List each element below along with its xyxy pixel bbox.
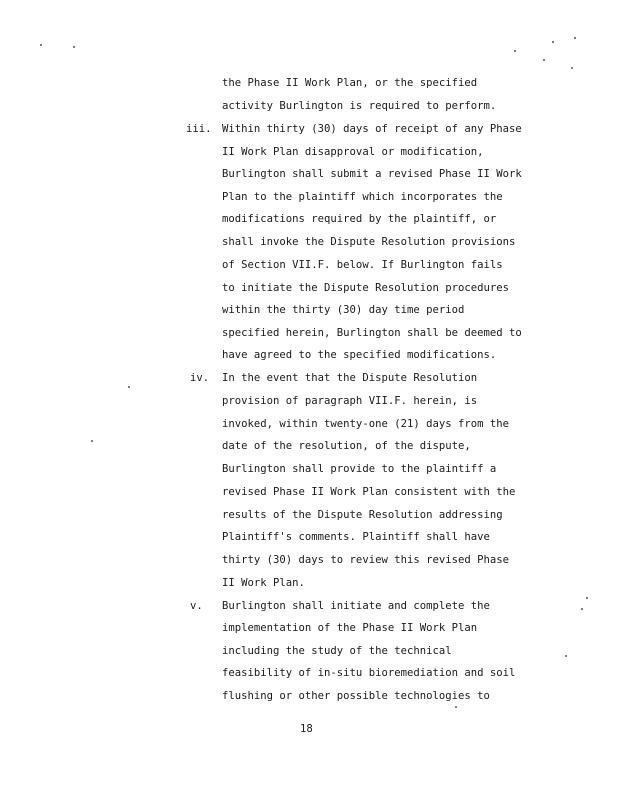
- page-number: 18: [300, 723, 313, 735]
- text-line: to initiate the Dispute Resolution procedures: [222, 282, 510, 294]
- text-line: Burlington shall submit a revised Phase II Work: [222, 168, 522, 180]
- item-numeral-iii: iii.: [186, 123, 212, 135]
- scan-speck: [40, 44, 42, 46]
- item-numeral-v: v.: [190, 600, 203, 612]
- scan-speck: [581, 608, 583, 610]
- scan-speck: [91, 440, 93, 442]
- text-line: thirty (30) days to review this revised Phase: [222, 554, 510, 566]
- scan-speck: [565, 655, 567, 657]
- text-line: Plan to the plaintiff which incorporates the: [222, 191, 503, 203]
- text-line: II Work Plan disapproval or modification,: [222, 146, 484, 158]
- text-line: Plaintiff's comments. Plaintiff shall have: [222, 531, 490, 543]
- scan-speck: [455, 706, 457, 708]
- text-line: In the event that the Dispute Resolution: [222, 372, 478, 384]
- scan-speck: [128, 386, 130, 388]
- text-line: flushing or other possible technologies to: [222, 690, 490, 702]
- scan-speck: [574, 37, 576, 39]
- text-line: specified herein, Burlington shall be deemed to: [222, 327, 522, 339]
- text-line: implementation of the Phase II Work Plan: [222, 622, 478, 634]
- item-numeral-iv: iv.: [190, 372, 210, 384]
- text-line: invoked, within twenty-one (21) days from the: [222, 418, 510, 430]
- text-line: including the study of the technical: [222, 645, 452, 657]
- scan-speck: [571, 67, 573, 69]
- text-line: have agreed to the specified modifications.: [222, 349, 497, 361]
- text-line: feasibility of in-situ bioremediation and soil: [222, 667, 516, 679]
- text-line: revised Phase II Work Plan consistent with the: [222, 486, 516, 498]
- text-line: date of the resolution, of the dispute,: [222, 440, 471, 452]
- text-line: of Section VII.F. below. If Burlington fails: [222, 259, 503, 271]
- text-line: provision of paragraph VII.F. herein, is: [222, 395, 478, 407]
- text-line: II Work Plan.: [222, 577, 305, 589]
- text-line: shall invoke the Dispute Resolution provisions: [222, 236, 516, 248]
- text-line: results of the Dispute Resolution addressing: [222, 509, 503, 521]
- text-line: activity Burlington is required to perform.: [222, 100, 497, 112]
- text-line: Burlington shall provide to the plaintiff a: [222, 463, 497, 475]
- scan-speck: [552, 41, 554, 43]
- scan-speck: [514, 50, 516, 52]
- scan-speck: [543, 59, 545, 61]
- scan-speck: [586, 597, 588, 599]
- text-line: Burlington shall initiate and complete the: [222, 600, 490, 612]
- text-line: modifications required by the plaintiff, or: [222, 213, 497, 225]
- text-line: Within thirty (30) days of receipt of any Phase: [222, 123, 522, 135]
- text-line: the Phase II Work Plan, or the specified: [222, 77, 478, 89]
- text-line: within the thirty (30) day time period: [222, 304, 465, 316]
- scan-speck: [73, 46, 75, 48]
